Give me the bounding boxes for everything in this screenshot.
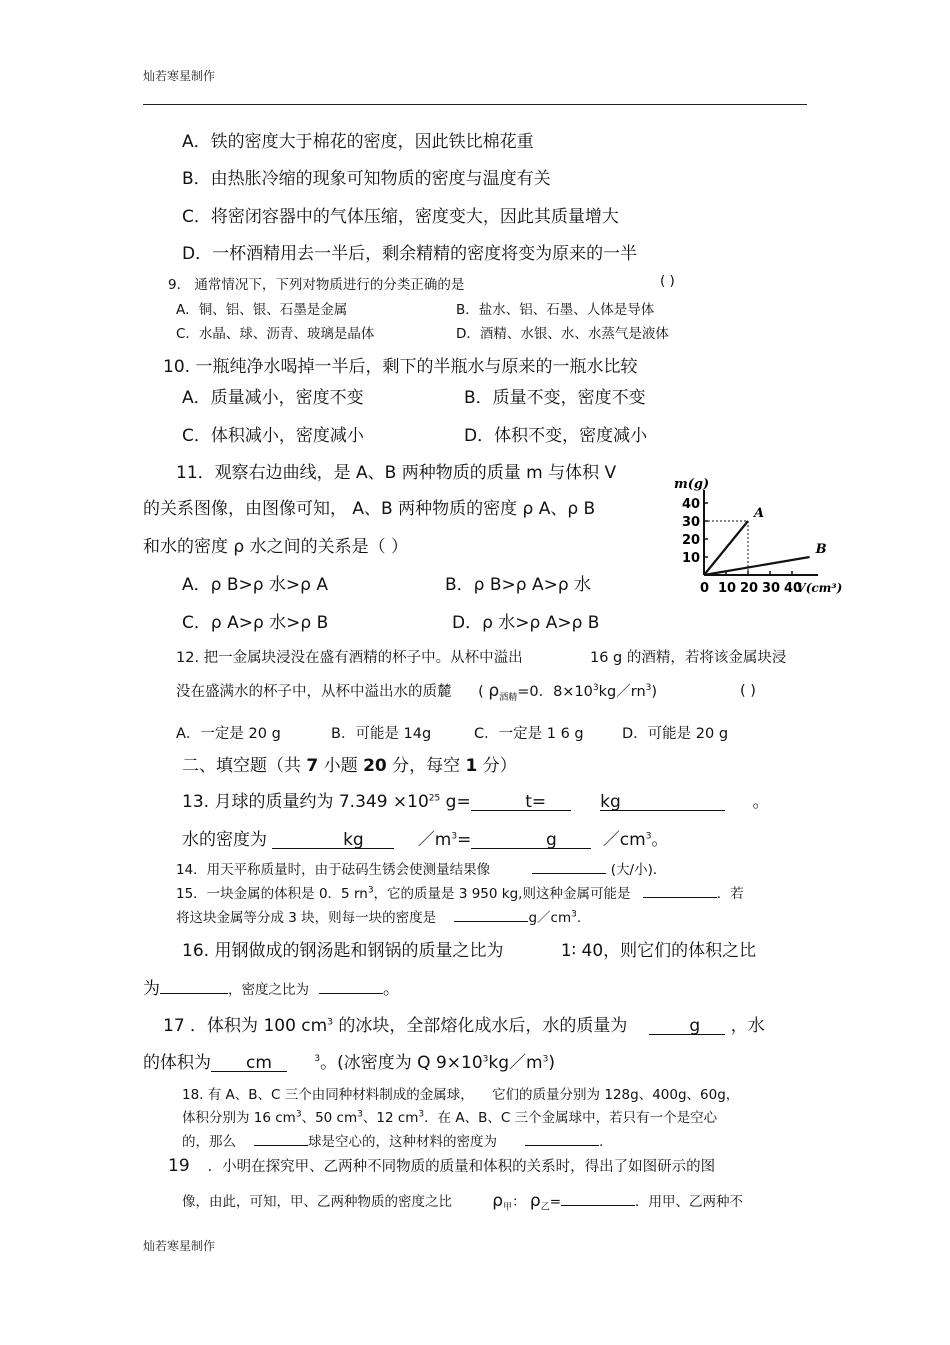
q19-blank[interactable] [561,1191,635,1206]
q15-end: . [576,910,582,926]
q13-text: 13. 月球的质量约为 7.349 ×10 [182,792,429,812]
y-tick-label: 40 [682,497,701,512]
q15-text-c: ．若 [716,886,744,902]
q13-blank-2[interactable] [600,792,725,811]
q11-option-a: A．ρ B>ρ 水>ρ A [182,575,328,595]
q11-line-3: 和水的密度 ρ 水之间的关系是（ ） [143,537,409,557]
q17-ice-density: 。(冰密度为 Q 9×10 [320,1053,483,1073]
q17-exp: 3 [327,1017,333,1028]
q9-option-a: A．铜、铝、银、石墨是金属 [176,302,348,318]
q18-e3: 3 [418,1109,425,1120]
y-tick-label: 10 [682,551,701,566]
q17-volume-label: 的体积为 [143,1053,211,1073]
q16-density-ratio: ，密度之比为 [228,982,309,998]
q16-blank-2[interactable] [319,975,383,994]
x-tick-label: 0 [700,581,710,596]
q18-text-f: 球是空心的，这种材料的密度为 [308,1134,497,1150]
q12-close: ) [651,684,658,700]
q19-text: ．小明在探究甲、乙两种不同物质的质量和体积的关系时，得出了如图研示的图 [207,1159,716,1175]
q15-text-a: 15．一块金属的体积是 0．5 rn [176,886,368,902]
q15-line-1 [176,882,744,902]
q11-line-2: 的关系图像，由图像可知， A、B 两种物质的密度 ρ A、ρ B [143,499,596,519]
q13-t-unit: t= [525,792,547,812]
q19-line-1 [168,1155,715,1176]
q10-option-c: C．体积减小，密度减小 [182,426,364,446]
q17-line-1 [163,1011,765,1036]
q17-close: ) [548,1053,555,1073]
q15-blank-1[interactable] [643,883,717,898]
q13-g-unit: g [545,830,557,850]
q19-text-b: 像，由此，可知，甲、乙两种物质的密度之比 [182,1194,452,1210]
q18-vol-b: 、50 cm [301,1110,358,1126]
q15-blank-2[interactable] [454,907,528,922]
q12-unit: kg／rn [598,684,646,700]
q17-blank-2[interactable] [211,1053,287,1072]
q14-text: 14．用天平称质量时，由于砝码生锈会使测量结果像 [176,862,491,878]
q11-option-c: C．ρ A>ρ 水>ρ B [182,613,329,633]
q10-option-a: A．质量减小，密度不变 [182,388,364,408]
q18-text-e: 的，那么 [182,1134,236,1150]
q16-line-2 [143,974,400,999]
rho-yi-sub: 乙 [540,1202,550,1213]
q17-cm-unit: cm [246,1053,272,1073]
rho-jia-sub: 甲 [503,1202,513,1213]
section-2-pre: 二、填空题（共 [182,756,307,776]
q10-option-d: D．体积不变，密度减小 [464,426,648,446]
q9-stem: 9． 通常情况下，下列对物质进行的分类正确的是 [168,277,465,293]
q17-line-2 [143,1048,555,1073]
q12-option-d: D．可能是 20 g [622,726,729,742]
rho-alcohol-sub: 酒精 [499,692,518,703]
mass-volume-chart [660,465,875,605]
y-tick-label: 30 [682,515,701,530]
series-label-a: A [754,506,765,521]
q16-ratio: 1∶ 40，则它们的体积之比 [560,941,757,961]
q8-option-a: A．铁的密度大于棉花的密度，因此铁比棉花重 [182,132,534,152]
section-2-each: 1 [465,756,478,776]
q13-water-density: 水的密度为 [182,830,267,850]
section-2-score: 20 [363,756,387,776]
section-2-post: 分） [477,756,517,776]
q12-line-1b: 16 g 的酒精，若将该金属块浸 [590,650,787,666]
q12-line-1a: 12. 把一金属块浸没在盛有酒精的杯子中。从杯中溢出 [176,650,523,666]
q16-text: 16. 用钢做成的钢汤匙和钢锅的质量之比为 [182,941,504,961]
q12-option-b: B．可能是 14g [331,726,432,742]
q19-text-c: ．用甲、乙两种不 [635,1194,744,1210]
q12-line-2: 没在盛满水的杯子中，从杯中溢出水的质麓 ( $\rho_{酒精}=0$．$8\times 10^3kg/rn^3$) [176,681,658,703]
x-tick-label: 10 [718,581,737,596]
q12-option-c: C．一定是 1 6 g [474,726,584,742]
q13-blank-1[interactable] [471,792,571,811]
q11-option-d: D．ρ 水>ρ A>ρ B [452,613,600,633]
q13-line-1 [182,787,770,812]
q13-kg2-unit: kg [343,830,364,850]
q14-line [176,858,666,878]
q18-line-3 [182,1130,603,1150]
q9-option-b: B．盐水、铝、石墨、人体是导体 [456,302,655,318]
rho-yi-symbol: ρ [529,1191,541,1211]
x-axis-label: V(cm³) [796,581,843,595]
q17-unit: kg／m [488,1053,543,1073]
q16-blank-1[interactable] [160,975,228,994]
q17-blank-1[interactable] [649,1016,725,1035]
q12-paren: ( ) [740,683,756,699]
q18-vol-a: 体积分别为 16 cm [182,1110,296,1126]
q13-per-cm3: ／cm [602,830,646,850]
q18-line-1 [182,1083,739,1103]
q16-line-1 [182,936,756,961]
rho-jia-symbol: ρ [492,1191,504,1211]
q13-blank-3[interactable] [272,830,394,849]
section-2-heading [182,751,517,776]
q9-option-d: D．酒精、水银、水、水蒸气是液体 [456,326,669,342]
q18-text-d: ．在 A、B、C 三个金属球中，若只有一个是空心 [424,1110,718,1126]
page-header: 灿若寒星制作 [143,69,216,83]
q13-blank-4[interactable] [471,830,591,849]
q10-stem: 10. 一瓶纯净水喝掉一半后，剩下的半瓶水与原来的一瓶水比较 [163,357,638,377]
q8-option-c: C．将密闭容器中的气体压缩，密度变大，因此其质量增大 [182,207,619,227]
q18-blank-1[interactable] [254,1131,308,1146]
q8-option-b: B．由热胀冷缩的现象可知物质的密度与温度有关 [182,169,551,189]
q18-text-a: 18. 有 A、B、C 三个由同种材料制成的金属球， [182,1087,474,1103]
q17-text-b: 的冰块，全部熔化成水后，水的质量为 [332,1016,628,1036]
q13-per-m3: ／m [417,830,452,850]
q17-text-a: 17 ．体积为 100 cm [163,1016,328,1036]
q18-vol-c: 、12 cm [362,1110,419,1126]
q15-text-d: 将这块金属等分成 3 块，则每一块的密度是 [176,910,437,926]
q15-unit: g／cm [528,910,572,926]
q15-line-2 [176,906,581,926]
q17-exp2: 3 [314,1054,321,1065]
q13-kg-unit: kg [600,792,621,812]
q16-wei: 为 [143,979,160,999]
q13-cm3-exp: 3 [645,831,652,842]
header-rule [143,104,807,105]
section-2-mid1: 小题 [318,756,364,776]
q9-option-c: C．水晶、球、沥青、玻璃是晶体 [176,326,375,342]
section-2-count: 7 [306,756,319,776]
q19-colon: ： [512,1194,526,1210]
q12-line-2a: 没在盛满水的杯子中，从杯中溢出水的质麓 [176,684,452,700]
series-line-a [704,521,748,575]
q11-line-1: 11．观察右边曲线，是 A、B 两种物质的质量 m 与体积 V [176,463,617,483]
q18-text-b: 它们的质量分别为 128g、400g、60g， [492,1087,740,1103]
q9-paren: ( ) [660,273,675,289]
series-label-b: B [815,542,827,557]
q18-e2: 3 [357,1109,363,1120]
q10-option-b: B．质量不变，密度不变 [464,388,646,408]
q15-text-b: ，它的质量是 3 950 kg,则这种金属可能是 [373,886,631,902]
x-tick-label: 40 [784,581,803,596]
q12-exp-2: 3 [645,683,652,694]
q18-line-2 [182,1106,717,1126]
rho-alcohol-symbol: ρ [488,681,500,701]
q14-tail: (大/小)． [610,862,667,878]
q18-blank-2[interactable] [525,1131,599,1146]
q18-e1: 3 [295,1109,302,1120]
section-2-mid2: 分，每空 [386,756,466,776]
q19-number: 19 [168,1156,190,1176]
q8-option-d: D．一杯酒精用去一半后，剩余精精的密度将变为原来的一半 [182,244,638,264]
q13-m3-exp: 3 [451,831,458,842]
q11-option-b: B．ρ B>ρ A>ρ 水 [445,575,592,595]
q19-eq: = [549,1194,562,1210]
q17-exp3: 3 [482,1054,489,1065]
q12-option-a: A．一定是 20 g [176,726,281,742]
q13-g: g= [440,792,471,812]
q13-end2: 。 [651,830,669,850]
q17-g-unit: g [689,1016,701,1036]
series-line-b [704,557,810,575]
q15-exp2: 3 [571,909,577,920]
y-axis-label: m(g) [674,477,710,492]
page-footer: 灿若寒星制作 [143,1239,216,1253]
x-tick-label: 30 [762,581,781,596]
q12-exp-1: 3 [592,683,599,694]
q13-exp: 25 [428,793,441,804]
q13-line-2 [182,825,668,850]
q13-end: 。 [752,792,770,812]
q16-end: 。 [383,979,400,999]
y-tick-label: 20 [682,533,701,548]
q13-eq: = [457,830,472,850]
q18-end: . [599,1134,604,1150]
q17-exp4: 3 [542,1054,549,1065]
q19-line-2 [182,1190,743,1213]
q12-density: =0．8×10 [517,684,593,700]
q15-exp: 3 [367,885,374,896]
q17-text-c: ，水 [730,1016,765,1036]
q14-blank[interactable] [532,859,606,874]
x-tick-label: 20 [740,581,759,596]
